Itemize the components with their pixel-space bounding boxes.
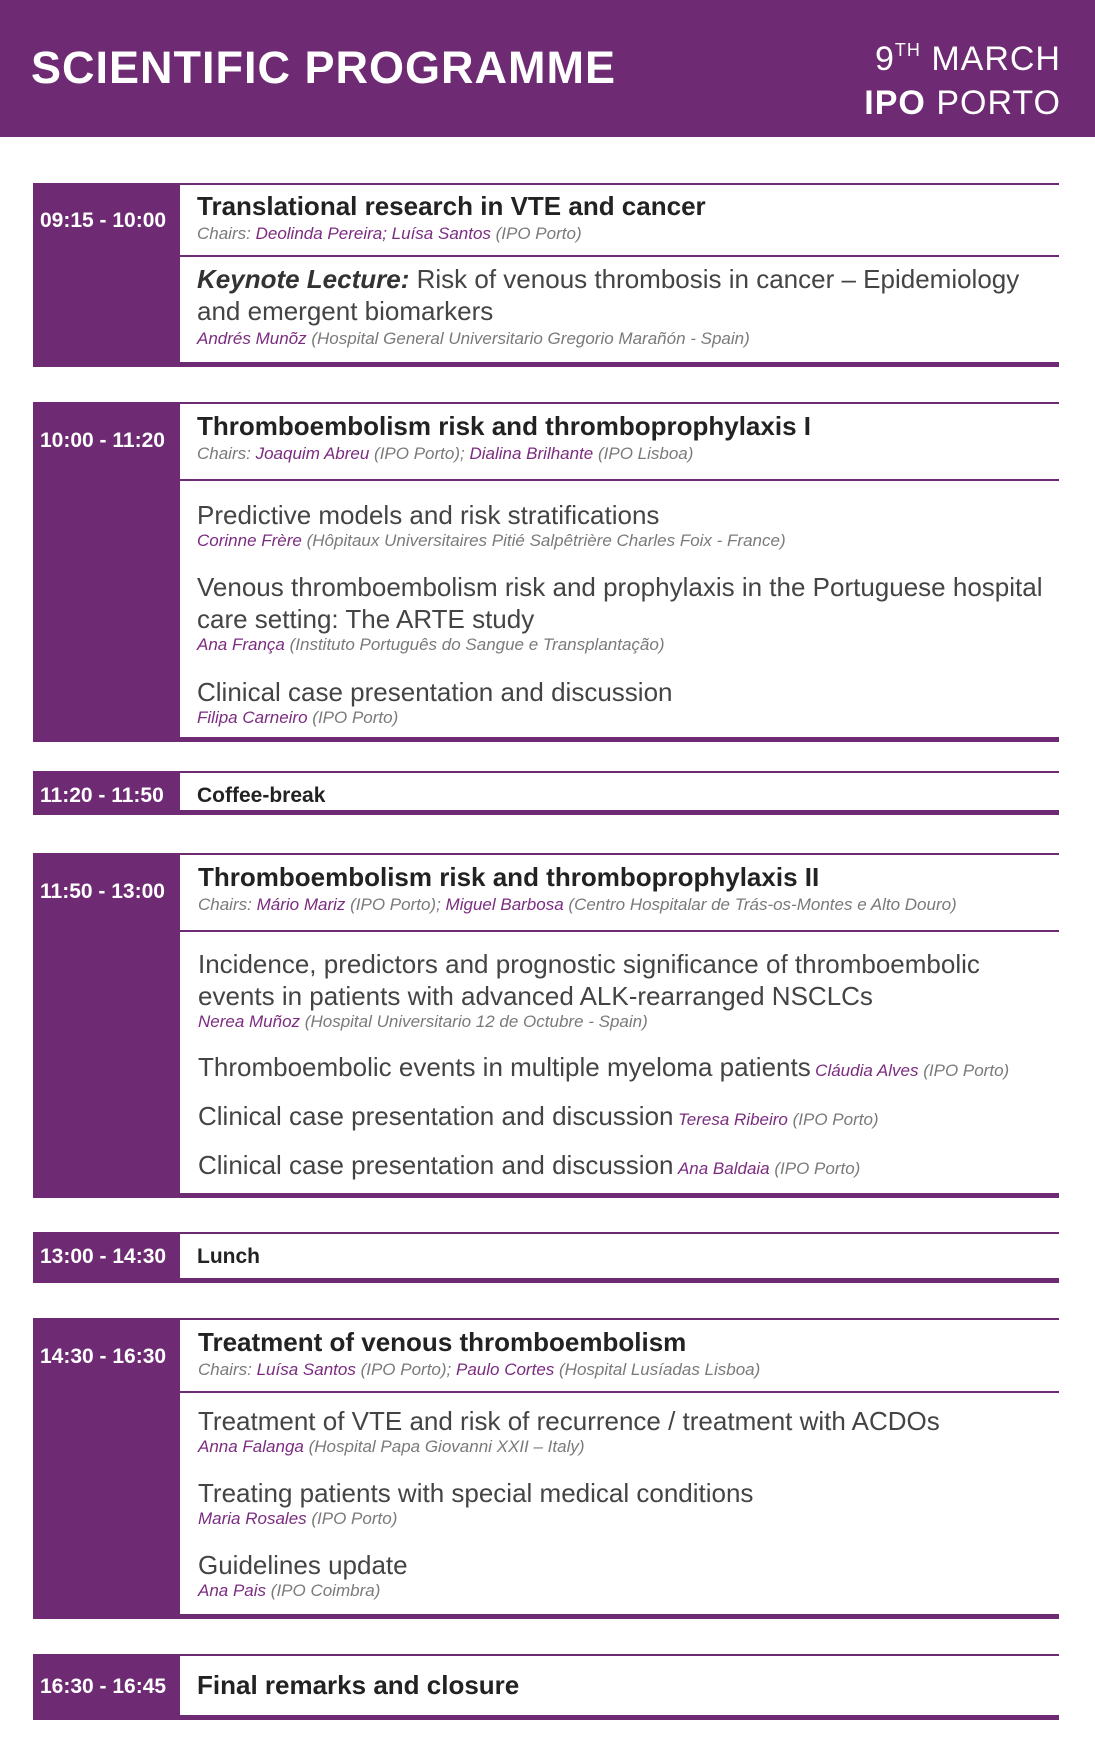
- session-content: [180, 1318, 1059, 1619]
- schedule-block-2: [33, 402, 1059, 742]
- speaker-affiliation: (IPO Coimbra): [270, 1581, 381, 1600]
- talk-speaker: [198, 1012, 1049, 1032]
- break-label: Coffee-break: [197, 784, 326, 807]
- speaker-affiliation: (IPO Porto): [792, 1110, 879, 1129]
- programme-header: [0, 0, 1095, 137]
- chair-affiliation: (IPO Porto);: [350, 895, 441, 914]
- talk-title: Clinical case presentation and discussion: [197, 677, 673, 707]
- talk-item: [180, 1100, 1059, 1132]
- time-slot: [33, 1318, 180, 1619]
- venue-name: IPO: [864, 84, 926, 122]
- talk-speaker: [815, 1061, 1009, 1080]
- schedule-block-closing: [33, 1654, 1059, 1720]
- talk-title: Venous thromboembolism risk and prophylaxis in the Portuguese hospital care setting: The ARTE study: [197, 572, 1043, 634]
- time-slot: [33, 771, 180, 815]
- session-content: [180, 183, 1059, 367]
- chair-name: Mário Mariz: [256, 895, 346, 914]
- time-label: 14:30 - 16:30: [40, 1345, 167, 1368]
- talk-item: [180, 676, 1059, 728]
- talk-speaker: [197, 531, 1045, 551]
- talk-item: [180, 499, 1059, 551]
- time-slot: [33, 183, 180, 367]
- session-chairs: [198, 1360, 1059, 1380]
- chair-name: Dialina Brilhante: [469, 444, 594, 463]
- chair-name: Joaquim Abreu: [255, 444, 370, 463]
- date-suffix: TH: [894, 40, 921, 60]
- schedule-block-1: [33, 183, 1059, 367]
- speaker-affiliation: (IPO Porto): [774, 1159, 861, 1178]
- talk-title: Guidelines update: [198, 1550, 408, 1580]
- speaker-affiliation: (IPO Porto): [311, 1509, 398, 1528]
- chair-affiliation: (Hospital Lusíadas Lisboa): [559, 1360, 761, 1379]
- venue-city: PORTO: [936, 84, 1061, 122]
- session-title: Thromboembolism risk and thromboprophylaxis II: [198, 862, 820, 892]
- talk-item: [180, 948, 1059, 1032]
- time-label: 10:00 - 11:20: [40, 429, 165, 452]
- talk-speaker: [678, 1159, 860, 1178]
- session-title: Treatment of venous thromboembolism: [198, 1327, 687, 1357]
- session-chairs: [197, 444, 1059, 464]
- talk-speaker: [197, 635, 1045, 655]
- chair-affiliation: (IPO Porto);: [360, 1360, 452, 1379]
- time-slot: [33, 853, 180, 1198]
- chairs-label: Chairs:: [197, 224, 251, 243]
- page-title: SCIENTIFIC PROGRAMME: [31, 42, 617, 93]
- talk-title-text: Risk of venous thrombosis in cancer – Epidemiology and emergent biomarkers: [197, 264, 1020, 326]
- speaker-name: Ana França: [197, 635, 285, 654]
- session-title: Thromboembolism risk and thromboprophylaxis I: [197, 411, 811, 441]
- schedule-block-lunch: [33, 1232, 1059, 1283]
- session-content: [180, 853, 1059, 1198]
- speaker-name: Cláudia Alves: [815, 1061, 919, 1080]
- break-label: Lunch: [197, 1245, 260, 1268]
- session-content: [180, 1654, 1059, 1720]
- speaker-affiliation: (IPO Porto): [923, 1061, 1010, 1080]
- speaker-name: Teresa Ribeiro: [677, 1110, 788, 1129]
- session-content: [180, 402, 1059, 742]
- talk-title: Clinical case presentation and discussion: [198, 1101, 674, 1131]
- speaker-name: Filipa Carneiro: [197, 708, 308, 727]
- talk-title: Treating patients with special medical conditions: [198, 1478, 754, 1508]
- talk-title: [197, 263, 1045, 327]
- speaker-name: Nerea Muñoz: [198, 1012, 301, 1031]
- speaker-affiliation: (Hospital Papa Giovanni XXII – Italy): [308, 1437, 585, 1456]
- time-slot: [33, 1232, 180, 1283]
- talk-item: [180, 1477, 1059, 1529]
- closing-label: Final remarks and closure: [197, 1670, 520, 1700]
- talk-item: [180, 1051, 1059, 1083]
- time-label: 11:20 - 11:50: [40, 784, 164, 807]
- speaker-name: Anna Falanga: [198, 1437, 304, 1456]
- session-chairs: [197, 224, 1059, 244]
- speaker-affiliation: (Hospital Universitario 12 de Octubre - Spain): [304, 1012, 648, 1031]
- speaker-name: Corinne Frère: [197, 531, 302, 550]
- speaker-name: Ana Pais: [198, 1581, 267, 1600]
- time-label: 11:50 - 13:00: [40, 880, 165, 903]
- chair-affiliation: (IPO Lisboa): [598, 444, 694, 463]
- session-header: [180, 1320, 1059, 1393]
- event-venue: [864, 81, 1061, 125]
- chair-name: Paulo Cortes: [456, 1360, 555, 1379]
- time-slot: [33, 402, 180, 742]
- speaker-affiliation: (Hôpitaux Universitaires Pitié Salpêtrière Charles Foix - France): [306, 531, 786, 550]
- session-chairs: [198, 895, 1059, 915]
- speaker-affiliation: (IPO Porto): [312, 708, 399, 727]
- time-slot: [33, 1654, 180, 1720]
- chair-affiliation: (IPO Porto);: [374, 444, 465, 463]
- date-day: 9: [874, 40, 895, 78]
- talk-speaker: [197, 329, 1045, 349]
- chairs-label: Chairs:: [198, 1360, 252, 1379]
- talk-title: Clinical case presentation and discussion: [198, 1150, 674, 1180]
- speaker-name: Andrés Munõz: [197, 329, 307, 348]
- chairs-label: Chairs:: [198, 895, 252, 914]
- talk-item: [180, 571, 1059, 655]
- chair-name: Miguel Barbosa: [445, 895, 564, 914]
- talk-speaker: [678, 1110, 879, 1129]
- talk-title: Treatment of VTE and risk of recurrence / treatment with ACDOs: [198, 1406, 940, 1436]
- session-header: [180, 404, 1059, 481]
- chair-affiliation: (IPO Porto): [495, 224, 582, 243]
- schedule-block-coffee-break: [33, 771, 1059, 815]
- session-header: [180, 855, 1059, 932]
- talk-speaker: [197, 708, 1045, 728]
- date-month: MARCH: [931, 40, 1061, 78]
- session-header: [180, 185, 1059, 257]
- session-title: Translational research in VTE and cancer: [197, 191, 706, 221]
- talk-speaker: [198, 1509, 1059, 1529]
- chair-affiliation: (Centro Hospitalar de Trás-os-Montes e Alto Douro): [568, 895, 957, 914]
- talk-title: Incidence, predictors and prognostic significance of thromboembolic events in patients with advanced ALK-rearranged NSCLCs: [198, 949, 980, 1011]
- talk-item: [180, 1549, 1059, 1601]
- chair-name: Luísa Santos: [256, 1360, 356, 1379]
- session-content: [180, 1232, 1059, 1283]
- time-label: 16:30 - 16:45: [40, 1675, 167, 1698]
- session-content: [180, 771, 1059, 815]
- event-date: [864, 28, 1061, 81]
- schedule-block-4: [33, 853, 1059, 1198]
- speaker-name: Ana Baldaia: [677, 1159, 770, 1178]
- chairs-label: Chairs:: [197, 444, 251, 463]
- talk-speaker: [198, 1581, 1059, 1601]
- schedule-block-6: [33, 1318, 1059, 1619]
- chair-names: Deolinda Pereira; Luísa Santos: [255, 224, 491, 243]
- talk-title: Thromboembolic events in multiple myeloma patients: [198, 1052, 811, 1082]
- talk-item: [180, 1149, 1059, 1181]
- keynote-label: Keynote Lecture:: [197, 264, 410, 294]
- speaker-affiliation: (Instituto Português do Sangue e Transplantação): [289, 635, 665, 654]
- event-date-venue: [864, 28, 1061, 125]
- time-label: 09:15 - 10:00: [40, 209, 167, 232]
- talk-title: Predictive models and risk stratifications: [197, 500, 660, 530]
- talk-speaker: [198, 1437, 1049, 1457]
- speaker-name: Maria Rosales: [198, 1509, 307, 1528]
- time-label: 13:00 - 14:30: [40, 1245, 167, 1268]
- talk-item: [180, 263, 1059, 349]
- speaker-affiliation: (Hospital General Universitario Gregorio Marañón - Spain): [311, 329, 750, 348]
- talk-item: [180, 1405, 1059, 1457]
